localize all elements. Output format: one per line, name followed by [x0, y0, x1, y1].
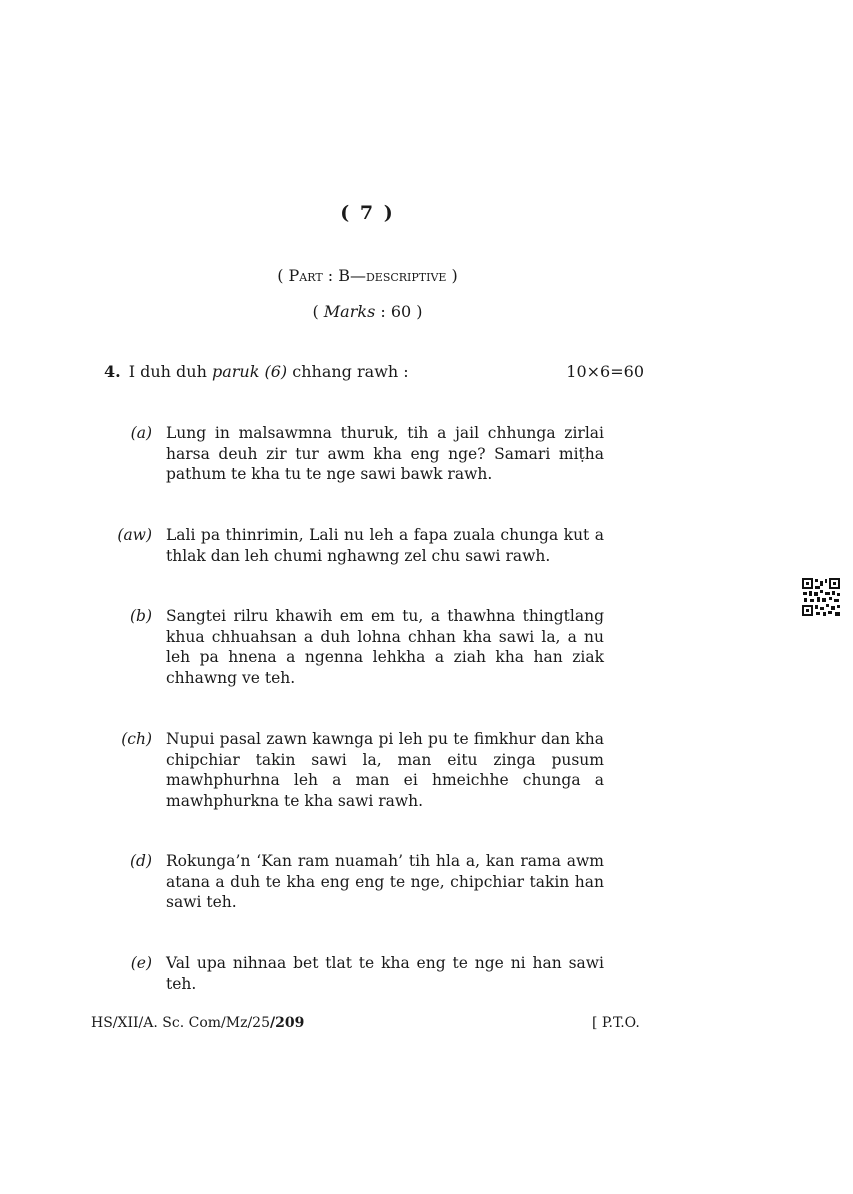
question-instruction: I duh duh paruk (6) chhang rawh :	[128, 362, 409, 381]
item-text: Lung in malsawmna thuruk, tih a jail chhunga zirlai harsa deuh zir tur awm kha eng nge? Samari miṭha pathum te kha tu te nge sawi bawk rawh.	[166, 424, 604, 483]
item-label: (ch)	[121, 730, 152, 748]
item-label: (aw)	[117, 526, 152, 544]
item-text: Val upa nihnaa bet tlat te kha eng te nge ni han sawi teh.	[166, 954, 604, 993]
question-item-e	[100, 953, 604, 994]
item-text: Rokunga’n ‘Kan ram nuamah’ tih hla a, kan rama awm atana a duh te kha eng eng te nge, chipchiar takin han sawi teh.	[166, 852, 604, 911]
pto-marker: [ P.T.O.	[592, 1015, 640, 1031]
page-number: ( 7 )	[340, 202, 395, 224]
paper-code: HS/XII/A. Sc. Com/Mz/25/209	[91, 1015, 305, 1031]
question-item-aw	[100, 525, 604, 566]
marks-label: Marks	[323, 302, 376, 321]
question-item-a	[100, 423, 604, 485]
qr-code-icon	[801, 577, 841, 617]
question-item-d	[100, 851, 604, 913]
part-open-paren: (	[277, 266, 289, 285]
item-text: Lali pa thinrimin, Lali nu leh a fapa zuala chunga kut a thlak dan leh chumi nghawng zel chu sawi rawh.	[166, 526, 604, 565]
marks-value: : 60	[375, 302, 412, 321]
question-marks: 10×6=60	[566, 362, 644, 381]
item-label: (e)	[130, 954, 152, 972]
item-label: (d)	[129, 852, 152, 870]
part-label: Part : B—descriptive	[288, 266, 447, 285]
item-label: (b)	[129, 607, 152, 625]
marks-heading: ( Marks : 60 )	[312, 302, 423, 321]
item-text: Nupui pasal zawn kawnga pi leh pu te fimkhur dan kha chipchiar takin sawi la, man eitu zinga pusum mawhphurhna leh a man ei hmeichhe chunga a mawhphurkna te kha sawi rawh.	[166, 730, 604, 810]
question-number: 4.	[104, 362, 121, 381]
part-heading	[0, 266, 735, 285]
item-label: (a)	[130, 424, 152, 442]
question-item-b	[100, 606, 604, 688]
question-4	[104, 362, 644, 381]
part-close-paren: )	[446, 266, 458, 285]
item-text: Sangtei rilru khawih em em tu, a thawhna thingtlang khua chhuahsan a duh lohna chhan kha sawi la, a nu leh pa hnena a ngenna lehkha a ziah kha han ziak chhawng ve teh.	[166, 607, 604, 687]
question-item-ch	[100, 729, 604, 811]
